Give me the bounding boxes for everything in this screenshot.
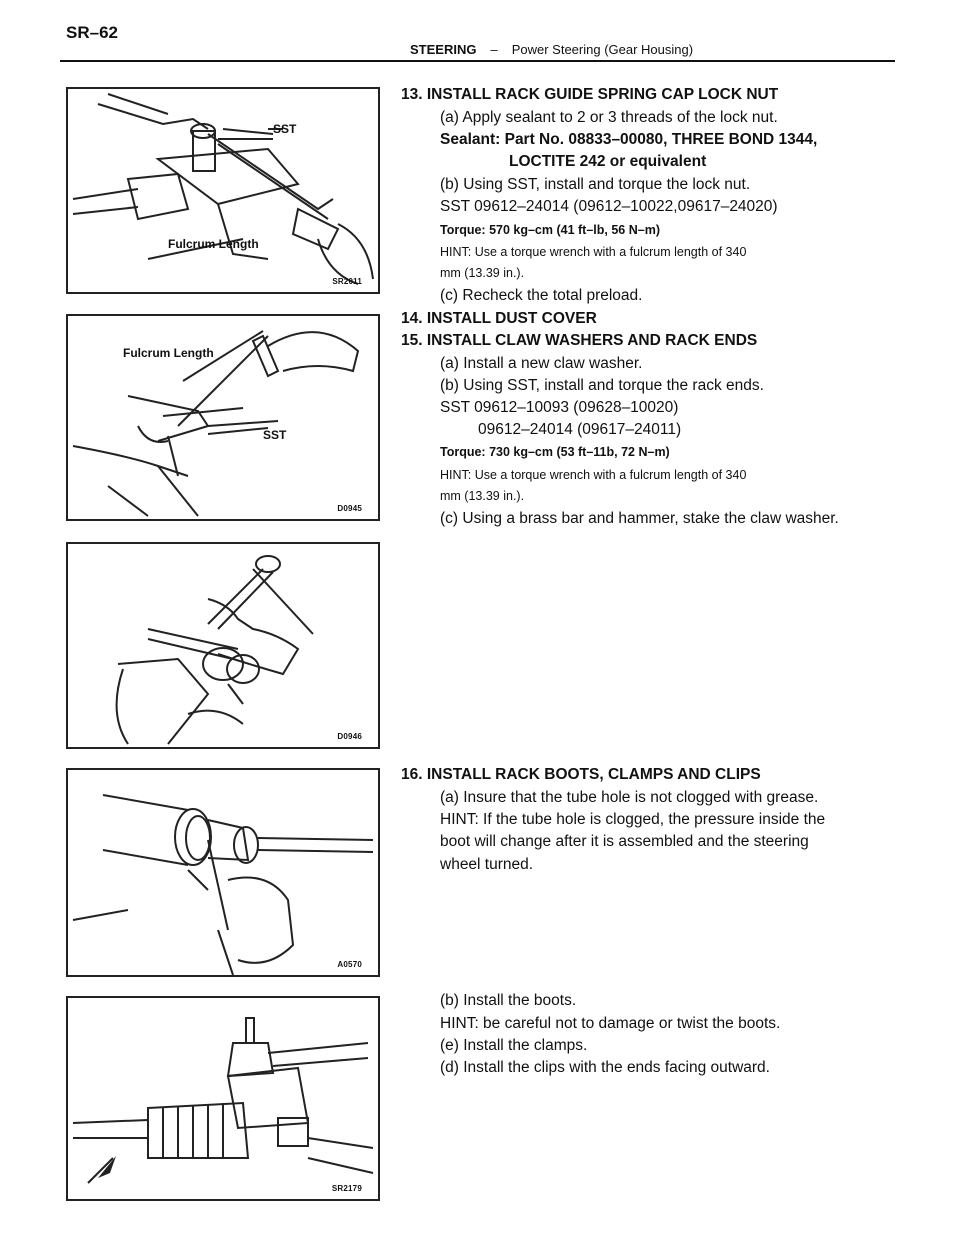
step-16-hint-1: HINT: If the tube hole is clogged, the pressure inside the: [440, 811, 826, 828]
step-13-torque: Torque: 570 kg–cm (41 ft–lb, 56 N–m): [440, 223, 660, 237]
subsection-title: Power Steering (Gear Housing): [511, 42, 694, 57]
step-16-hint-b: HINT: be careful not to damage or twist the boots.: [440, 1015, 781, 1032]
step-13-a: (a) Apply sealant to 2 or 3 threads of the lock nut.: [440, 109, 778, 126]
step-13-sealant-1: Sealant: Part No. 08833–00080, THREE BOND 1344,: [440, 131, 818, 148]
step-16-a: (a) Insure that the tube hole is not clogged with grease.: [440, 789, 819, 806]
figure-code: D0945: [337, 504, 362, 513]
step-13-hint-1: HINT: Use a torque wrench with a fulcrum length of 340: [440, 245, 747, 259]
step-13-b: (b) Using SST, install and torque the lock nut.: [440, 176, 751, 193]
section-header: [410, 42, 693, 57]
step-15-sst-2: 09612–24014 (09617–24011): [478, 421, 682, 438]
callout-fulcrum-length: Fulcrum Length: [168, 237, 259, 251]
step-15-title: 15. INSTALL CLAW WASHERS AND RACK ENDS: [401, 332, 758, 349]
section-title: STEERING: [410, 42, 477, 57]
illustration-tube-hole: [68, 770, 378, 975]
step-13-sst: SST 09612–24014 (09612–10022,09617–24020): [440, 198, 778, 215]
step-16-e: (e) Install the clamps.: [440, 1037, 588, 1054]
illustration-stake-washer: [68, 544, 378, 747]
figure-tube-hole: [66, 768, 380, 977]
figure-rack-ends: [66, 314, 380, 521]
step-15-b: (b) Using SST, install and torque the rack ends.: [440, 377, 764, 394]
step-15-torque: Torque: 730 kg–cm (53 ft–11b, 72 N–m): [440, 445, 670, 459]
step-13-sealant-2: LOCTITE 242 or equivalent: [509, 153, 707, 170]
step-13-hint-2: mm (13.39 in.).: [440, 266, 525, 280]
step-16-b: (b) Install the boots.: [440, 992, 577, 1009]
figure-code: A0570: [337, 960, 362, 969]
figure-code: SR2179: [331, 1184, 362, 1193]
step-16-hint-2: boot will change after it is assembled and the steering: [440, 833, 809, 850]
illustration-lock-nut: [68, 89, 378, 292]
header-rule: [60, 60, 895, 62]
figure-code: SR2011: [332, 277, 362, 286]
step-15-hint-2: mm (13.39 in.).: [440, 489, 525, 503]
illustration-rack-boots: [68, 998, 378, 1199]
callout-sst: SST: [263, 428, 287, 442]
step-14-title: 14. INSTALL DUST COVER: [401, 310, 597, 327]
step-13-title: 13. INSTALL RACK GUIDE SPRING CAP LOCK NUT: [401, 86, 779, 103]
figure-rack-boots: [66, 996, 380, 1201]
callout-sst: SST: [273, 122, 297, 136]
page-code: SR–62: [66, 23, 118, 42]
callout-fulcrum-length: Fulcrum Length: [123, 346, 214, 360]
step-15-a: (a) Install a new claw washer.: [440, 355, 643, 372]
figure-stake-washer: [66, 542, 380, 749]
step-15-c: (c) Using a brass bar and hammer, stake the claw washer.: [440, 510, 839, 527]
figure-code: D0946: [337, 732, 362, 741]
step-15-hint-1: HINT: Use a torque wrench with a fulcrum length of 340: [440, 468, 747, 482]
header-dash: –: [490, 42, 498, 57]
step-16-title: 16. INSTALL RACK BOOTS, CLAMPS AND CLIPS: [401, 766, 761, 783]
step-13-c: (c) Recheck the total preload.: [440, 287, 643, 304]
step-16-d: (d) Install the clips with the ends facing outward.: [440, 1059, 770, 1076]
step-15-sst-1: SST 09612–10093 (09628–10020): [440, 399, 679, 416]
figure-lock-nut: [66, 87, 380, 294]
step-16-hint-3: wheel turned.: [440, 856, 534, 873]
illustration-rack-ends: [68, 316, 378, 519]
